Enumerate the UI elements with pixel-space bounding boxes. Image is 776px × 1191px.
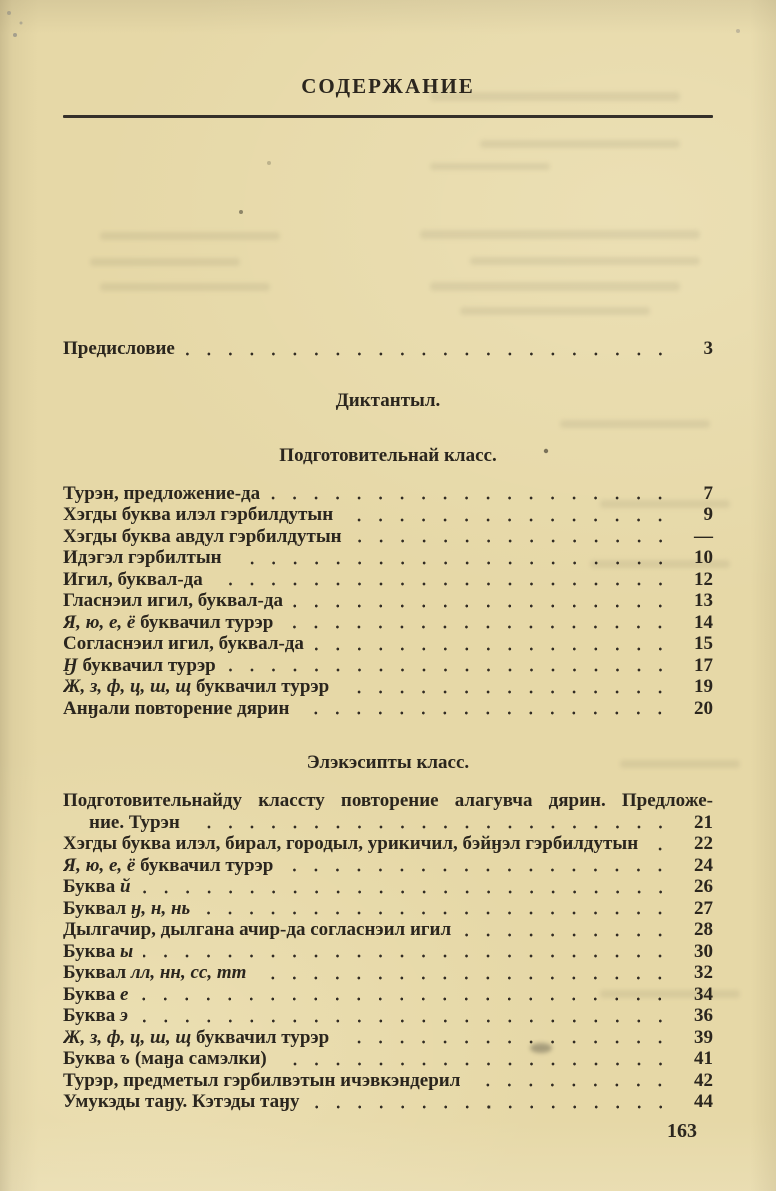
section-heading: Подготовительнай класс. bbox=[279, 444, 497, 466]
toc-entry-title: Буквал ӈ, н, нь bbox=[63, 897, 191, 919]
toc-entry bbox=[63, 898, 713, 920]
toc-entry bbox=[63, 962, 713, 984]
toc-entry bbox=[63, 676, 713, 698]
page-title: СОДЕРЖАНИЕ bbox=[301, 74, 475, 98]
toc-page-number: 3 bbox=[703, 338, 713, 359]
toc-page-number: 30 bbox=[694, 940, 713, 962]
toc-page-number: 22 bbox=[694, 833, 713, 854]
toc-entry bbox=[63, 633, 713, 655]
dot-leader bbox=[293, 590, 673, 612]
toc-page-number: 32 bbox=[694, 962, 713, 983]
toc-entry bbox=[63, 1048, 713, 1070]
toc-page-number: 14 bbox=[694, 611, 713, 633]
toc-page-number: 20 bbox=[694, 697, 713, 719]
toc-entry bbox=[63, 338, 713, 360]
toc-entry-list bbox=[63, 483, 713, 720]
dot-leader bbox=[190, 812, 673, 834]
toc-entry bbox=[63, 876, 713, 898]
dot-leader bbox=[185, 338, 673, 360]
dot-leader bbox=[299, 698, 673, 720]
toc-page-number: 27 bbox=[694, 897, 713, 919]
toc-entry-title: Дылгачир, дылгана ачир-да согласнэил игил bbox=[63, 919, 452, 940]
dot-leader bbox=[461, 919, 673, 941]
part-heading: Диктантыл. bbox=[335, 389, 441, 411]
toc-entry-title: Хэгды буква авдул гэрбилдутын bbox=[63, 525, 342, 547]
toc-entry bbox=[63, 483, 713, 505]
toc-page-number: 41 bbox=[694, 1048, 713, 1069]
toc-entry-title: Турэр, предметыл гэрбилвэтын ичэвкэндерил bbox=[63, 1069, 461, 1091]
toc-page-number: 21 bbox=[694, 811, 713, 833]
toc-page-number: 15 bbox=[694, 633, 713, 654]
dot-leader bbox=[314, 633, 673, 655]
toc-section-first-class bbox=[63, 752, 713, 1113]
toc-page-number: 17 bbox=[694, 654, 713, 676]
dot-leader bbox=[283, 612, 673, 634]
toc-entry-preface bbox=[63, 338, 713, 360]
toc-entry bbox=[63, 855, 713, 877]
toc-entry-title: ние. Турэн bbox=[89, 811, 180, 833]
toc-entry-title: Предисловие bbox=[63, 338, 175, 359]
title-rule bbox=[63, 115, 713, 118]
toc-page-number: 10 bbox=[694, 547, 713, 568]
toc-page-number: 44 bbox=[694, 1091, 713, 1112]
toc-page-number: 13 bbox=[694, 590, 713, 611]
dot-leader bbox=[283, 855, 673, 877]
toc-entry bbox=[63, 812, 713, 834]
toc-entry-title: Игил, буквал-да bbox=[63, 568, 203, 590]
toc-page-number: 9 bbox=[703, 504, 713, 525]
toc-entry bbox=[63, 1027, 713, 1049]
dot-leader bbox=[470, 1070, 673, 1092]
toc-entry bbox=[63, 526, 713, 548]
toc-entry bbox=[63, 655, 713, 677]
toc-entry bbox=[63, 590, 713, 612]
toc-page-number: — bbox=[694, 525, 713, 547]
dot-leader bbox=[256, 962, 673, 984]
toc-entry bbox=[63, 833, 713, 855]
toc-entry bbox=[63, 1005, 713, 1027]
toc-entry bbox=[63, 1070, 713, 1092]
toc-page-number: 19 bbox=[694, 676, 713, 697]
toc-entry-title: Буквал лл, нн, сс, тт bbox=[63, 962, 247, 983]
toc-entry-title: Ж, з, ф, ц, ш, щ буквачил турэр bbox=[63, 1026, 330, 1048]
dot-leader bbox=[141, 876, 673, 898]
toc-entry-title: Идэгэл гэрбилтын bbox=[63, 547, 222, 568]
dot-leader bbox=[343, 504, 673, 526]
dot-leader bbox=[339, 1027, 673, 1049]
toc-entry-title: Ж, з, ф, ц, ш, щ буквачил турэр bbox=[63, 676, 330, 697]
toc-entry-title: Буква э bbox=[63, 1005, 128, 1026]
toc-page-number: 42 bbox=[694, 1069, 713, 1091]
toc-entry-title: Хэгды буква илэл гэрбилдутын bbox=[63, 504, 334, 525]
page-number: 163 bbox=[667, 1120, 697, 1142]
toc-entry-title: Анӈали повторение дярин bbox=[63, 697, 290, 719]
dot-leader bbox=[270, 483, 673, 505]
section-heading: Элэкэсипты класс. bbox=[306, 752, 470, 773]
dot-leader bbox=[648, 833, 673, 855]
toc-page-number: 24 bbox=[694, 854, 713, 876]
toc-entry bbox=[63, 612, 713, 634]
dot-leader bbox=[138, 984, 673, 1006]
toc-entry-title: Турэн, предложение-да bbox=[63, 482, 261, 504]
dot-leader bbox=[138, 1005, 673, 1027]
toc-entry-title: Буква й bbox=[63, 876, 131, 897]
toc-entry-title: Буква е bbox=[63, 983, 129, 1005]
toc-entry bbox=[63, 504, 713, 526]
toc-page-number: 12 bbox=[694, 568, 713, 590]
dot-leader bbox=[232, 547, 673, 569]
dot-leader bbox=[200, 898, 673, 920]
toc-page-number: 28 bbox=[694, 919, 713, 940]
toc-entry-title: Гласнэил игил, буквал-да bbox=[63, 590, 283, 611]
dot-leader bbox=[213, 569, 673, 591]
toc-entry-line: Подготовительнайду классту повторение алагувча дярин. Предложе- bbox=[63, 790, 713, 811]
dot-leader bbox=[143, 941, 673, 963]
toc-entry-list bbox=[63, 790, 713, 1113]
toc-entry-title: Хэгды буква илэл, бирал, городыл, урикичил, бэйӈэл гэрбилдутын bbox=[63, 833, 639, 854]
toc-section-preparatory bbox=[63, 445, 713, 720]
toc-entry bbox=[63, 1091, 713, 1113]
toc-page-number: 7 bbox=[703, 482, 713, 504]
toc-entry bbox=[63, 919, 713, 941]
toc-page-number: 26 bbox=[694, 876, 713, 897]
toc-page-number: 39 bbox=[694, 1026, 713, 1048]
toc-entry-title: Я, ю, е, ё буквачил турэр bbox=[63, 611, 274, 633]
toc-entry bbox=[63, 547, 713, 569]
dot-leader bbox=[352, 526, 673, 548]
toc-entry-title: Ӈ буквачил турэр bbox=[63, 654, 216, 676]
toc-entry-title: Согласнэил игил, буквал-да bbox=[63, 633, 304, 654]
toc-page-number: 34 bbox=[694, 983, 713, 1005]
toc-entry bbox=[63, 984, 713, 1006]
toc-entry bbox=[63, 569, 713, 591]
toc-entry-title: Буква ъ (маӈа самэлки) bbox=[63, 1048, 267, 1069]
dot-leader bbox=[339, 676, 673, 698]
dot-leader bbox=[277, 1048, 673, 1070]
dot-leader bbox=[226, 655, 673, 677]
toc-entry bbox=[63, 941, 713, 963]
toc-entry-title: Я, ю, е, ё буквачил турэр bbox=[63, 854, 274, 876]
toc-entry-title: Умукэды таӈу. Кэтэды таӈу bbox=[63, 1091, 300, 1112]
toc-entry bbox=[63, 698, 713, 720]
toc-page-number: 36 bbox=[694, 1005, 713, 1026]
table-of-contents bbox=[63, 338, 713, 1113]
toc-entry-title: Буква ы bbox=[63, 940, 134, 962]
dot-leader bbox=[310, 1091, 673, 1113]
